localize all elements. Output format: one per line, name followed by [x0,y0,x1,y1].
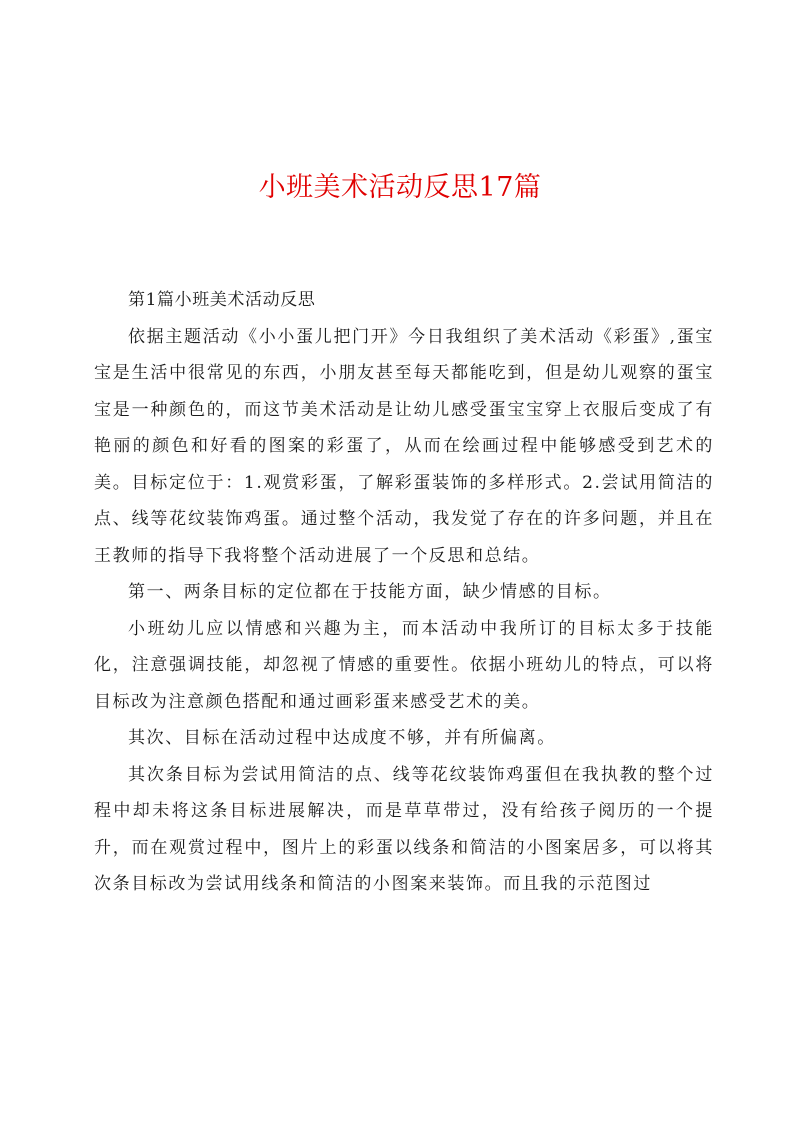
paragraph: 其次条目标为尝试用简洁的点、线等花纹装饰鸡蛋但在我执教的整个过程中却未将这条目标进展解决，而是草草带过，没有给孩子阅历的一个提升，而在观赏过程中，图片上的彩蛋以线条和简洁的小图案居多，可以将其次条目标改为尝试用线条和简洁的小图案来装饰。而且我的示范图过 [94,764,714,894]
section-heading: 第1篇小班美术活动反思 [128,290,316,310]
document-body [94,282,714,903]
document-title: 小班美术活动反思17篇 [258,172,542,203]
paragraph: 第一、两条目标的定位都在于技能方面，缺少情感的目标。 [128,582,612,602]
paragraph: 依据主题活动《小小蛋儿把门开》今日我组织了美术活动《彩蛋》,蛋宝宝是生活中很常见的东西，小朋友甚至每天都能吃到，但是幼儿观察的蛋宝宝是一种颜色的，而这节美术活动是让幼儿感受蛋宝宝穿上衣服后变成了有艳丽的颜色和好看的图案的彩蛋了，从而在绘画过程中能够感受到艺术的美。目标定位于：1.观赏彩蛋，了解彩蛋装饰的多样形式。2.尝试用简洁的点、线等花纹装饰鸡蛋。通过整个活动，我发觉了存在的许多问题，并且在王教师的指导下我将整个活动进展了一个反思和总结。 [94,326,714,566]
paragraph: 小班幼儿应以情感和兴趣为主，而本活动中我所订的目标太多于技能化，注意强调技能，却忽视了情感的重要性。依据小班幼儿的特点，可以将目标改为注意颜色搭配和通过画彩蛋来感受艺术的美。 [94,618,714,712]
paragraph: 其次、目标在活动过程中达成度不够，并有所偏离。 [128,728,556,748]
